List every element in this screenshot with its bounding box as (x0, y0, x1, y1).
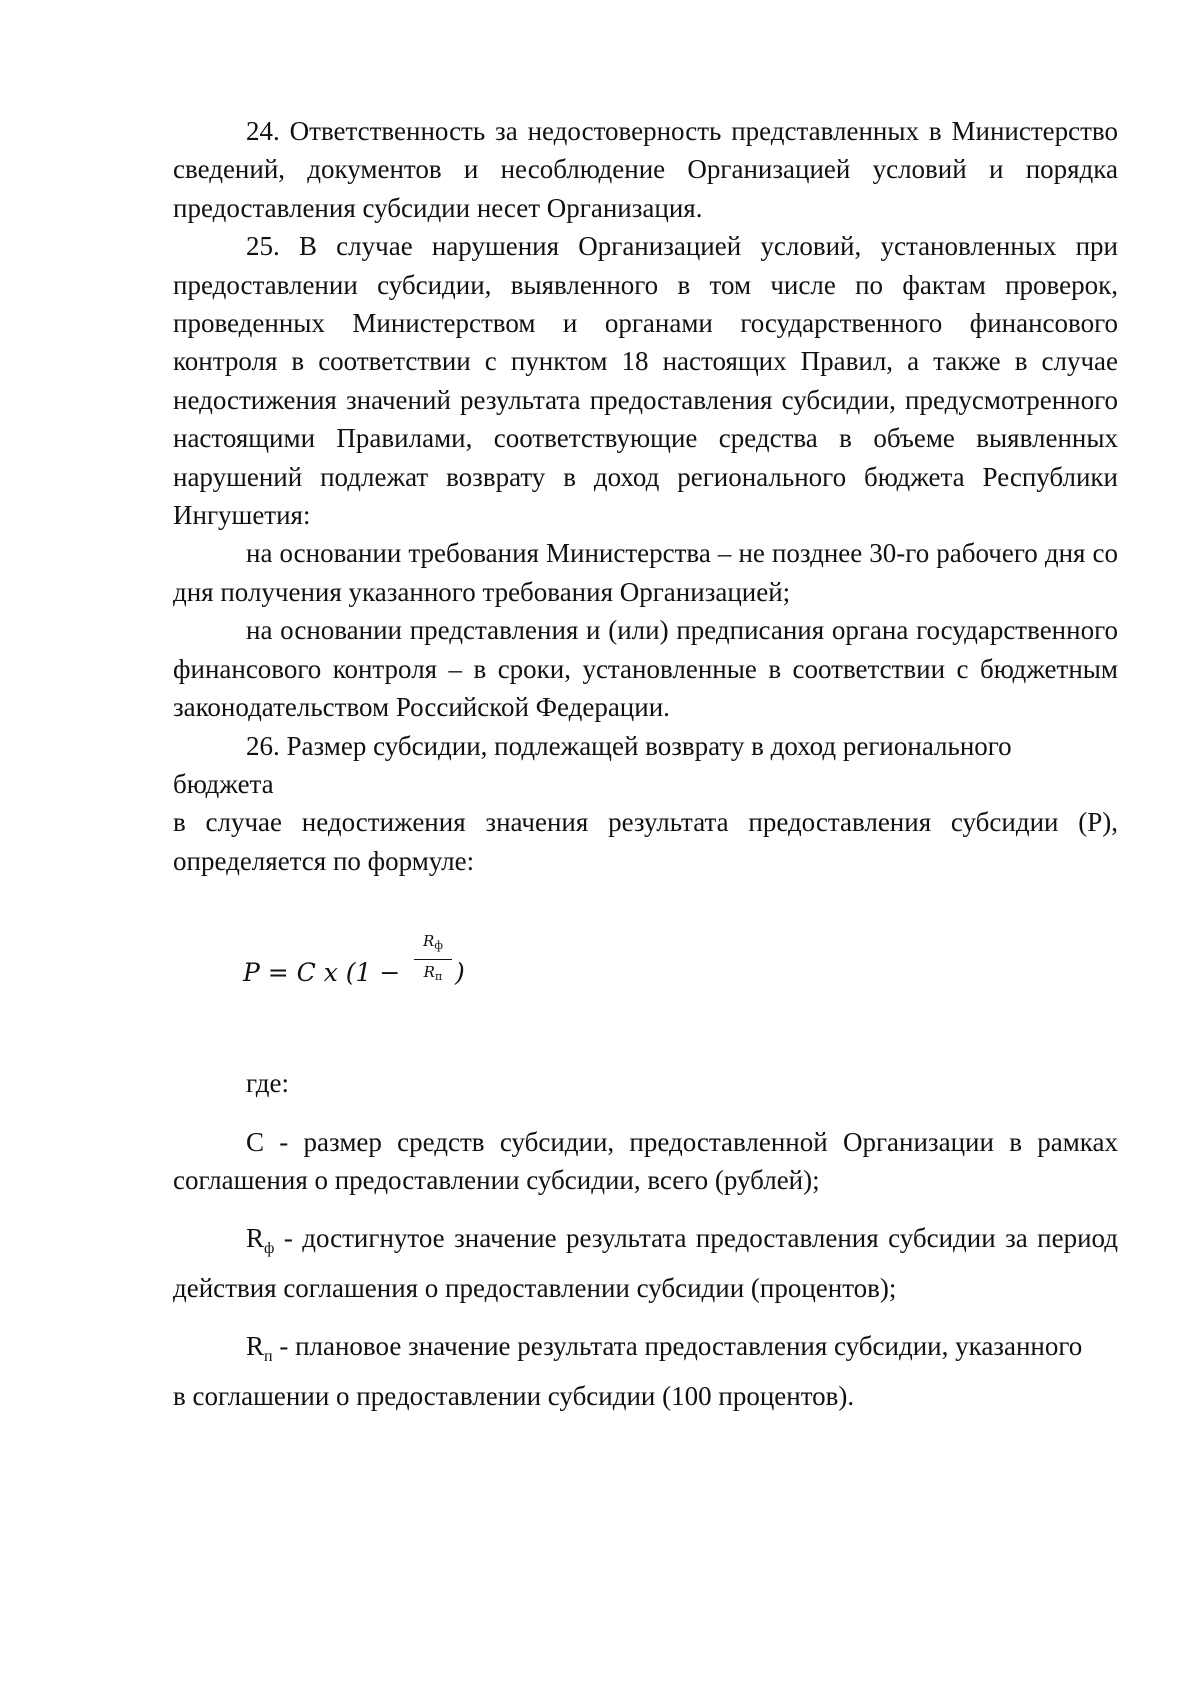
definition-r-plan: $R_п$ - плановое значение результата предоставления субсидии, указанного (246, 1331, 1083, 1366)
return-formula (243, 928, 1118, 1020)
paragraph-25: 25. В случае нарушения Организацией условий, установленных при предоставлении субсидии, выявленного в том числе по фактам проверок, проведенных Министерством и органами государственного финансового контроля в соответствии с пунктом 18 настоящих Правил, а также в случае недостижения значений результата предоставления субсидии, предусмотренного настоящими Правилами, соответствующие средства в объеме выявленных нарушений подлежат возврату в доход регионального бюджета Республики Ингушетия: (173, 231, 1118, 531)
document-body (173, 112, 1118, 1415)
formula-fraction (414, 932, 452, 986)
paragraph-24: 24. Ответственность за недостоверность представленных в Министерство сведений, документов и несоблюдение Организацией условий и порядка предоставления субсидии несет Организация. (173, 116, 1118, 223)
definition-r-fact: $R_ф$ - достигнутое значение результата предоставления субсидии за период действия соглашения о предоставлении субсидии (процентов); (173, 1223, 1119, 1303)
definition-r-plan-line2: в соглашении о предоставлении субсидии (100 процентов). (173, 1380, 855, 1411)
paragraph-25-requirement: на основании требования Министерства – не позднее 30-го рабочего дня со дня получения указанного требования Организацией; (173, 538, 1118, 607)
formula-numerator: $R_ф$ (423, 932, 443, 953)
paragraph-25-prescription: на основании представления и (или) предписания органа государственного финансового контроля – в сроки, установленные в соответствии с бюджетным законодательством Российской Федерации. (173, 615, 1118, 723)
definition-c: С - размер средств субсидии, предоставленной Организации в рамках соглашения о предоставлении субсидии, всего (рублей); (173, 1126, 1118, 1195)
formula-denominator: $R_п$ (423, 963, 443, 984)
fraction-bar (414, 959, 452, 960)
paragraph-26-line2: в случае недостижения значения результата предоставления субсидии (Р), определяется по формуле: (173, 807, 1118, 876)
paragraph-26-line1: 26. Размер субсидии, подлежащей возврату в доход регионального бюджета (173, 730, 1012, 799)
where-label: где: (246, 1068, 289, 1099)
formula-lhs: P = C x (1 − (243, 958, 401, 988)
formula-close-paren: ) (455, 958, 465, 988)
